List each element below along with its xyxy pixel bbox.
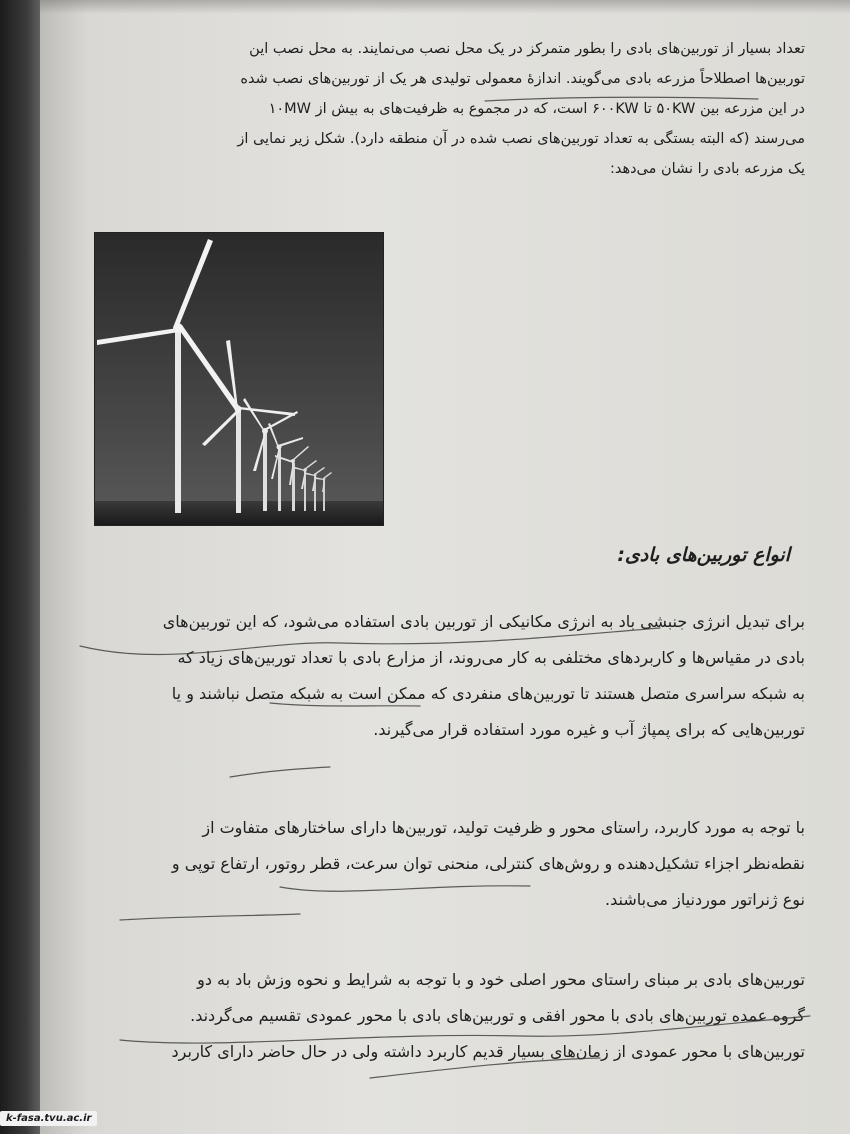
text-line: نقطه‌نظر اجزاء تشکیل‌دهنده و روش‌های کنترلی، منحنی توان سرعت، قطر روتور، ارتفاع توپی و <box>171 854 805 873</box>
text-line: توربین‌های بادی بر مبنای راستای محور اصلی خود و با توجه به شرایط و نحوه وزش باد به دو <box>197 970 805 989</box>
book-binding <box>0 0 44 1134</box>
intro-paragraph <box>135 34 805 184</box>
wind-farm-photo <box>95 233 383 525</box>
site-watermark: k-fasa.tvu.ac.ir <box>0 1111 97 1126</box>
paragraph-3 <box>93 962 805 1070</box>
text-line: توربین‌هایی که برای پمپاژ آب و غیره مورد استفاده قرار می‌گیرند. <box>373 720 805 739</box>
text-line: توربین‌های با محور عمودی از زمان‌های بسیار قدیم کاربرد داشته ولی در حال حاضر دارای کاربرد <box>171 1042 805 1061</box>
text-line: با توجه به مورد کاربرد، راستای محور و ظرفیت تولید، توربین‌ها دارای ساختارهای متفاوت از <box>202 818 805 837</box>
wind-farm-illustration <box>95 233 383 525</box>
text-line: بادی در مقیاس‌ها و کاربردهای مختلفی به کار می‌روند، از مزارع بادی با تعداد توربین‌های زیاد که <box>177 648 805 667</box>
text-line: یک مزرعه بادی را نشان می‌دهد: <box>609 161 805 177</box>
paragraph-2 <box>93 810 805 918</box>
paragraph-1 <box>93 604 805 748</box>
text-line: می‌رسند (که البته بستگی به تعداد توربین‌های نصب شده در آن منطقه دارد). شکل زیر نمایی از <box>237 131 805 147</box>
text-line: برای تبدیل انرژی جنبشی باد به انرژی مکانیکی از توربین بادی استفاده می‌شود، که این توربین‌های <box>162 612 805 631</box>
text-line: گروه عمده توربین‌های بادی با محور افقی و توربین‌های بادی با محور عمودی تقسیم می‌گردند. <box>190 1006 805 1025</box>
text-line: توربین‌ها اصطلاحاً مزرعه بادی می‌گویند. اندازهٔ معمولی تولیدی هر یک از توربین‌های نصب شده <box>240 71 805 87</box>
pencil-underline <box>230 767 330 777</box>
section-heading: انواع توربین‌های بادی: <box>617 544 790 566</box>
page-shadow <box>40 0 850 14</box>
text-line: در این مزرعه بین ۵۰KW تا ۶۰۰KW است، که در مجموع به ظرفیت‌های به بیش از ۱۰MW <box>268 101 805 117</box>
text-line: تعداد بسیار از توربین‌های بادی را بطور متمرکز در یک محل نصب می‌نمایند. به محل نصب این <box>249 41 805 57</box>
book-page <box>40 0 850 1134</box>
text-line: به شبکه سراسری متصل هستند تا توربین‌های منفردی که ممکن است به شبکه متصل نباشند و یا <box>171 684 805 703</box>
text-line: نوع ژنراتور مورد‌نیاز می‌باشند. <box>605 890 805 909</box>
